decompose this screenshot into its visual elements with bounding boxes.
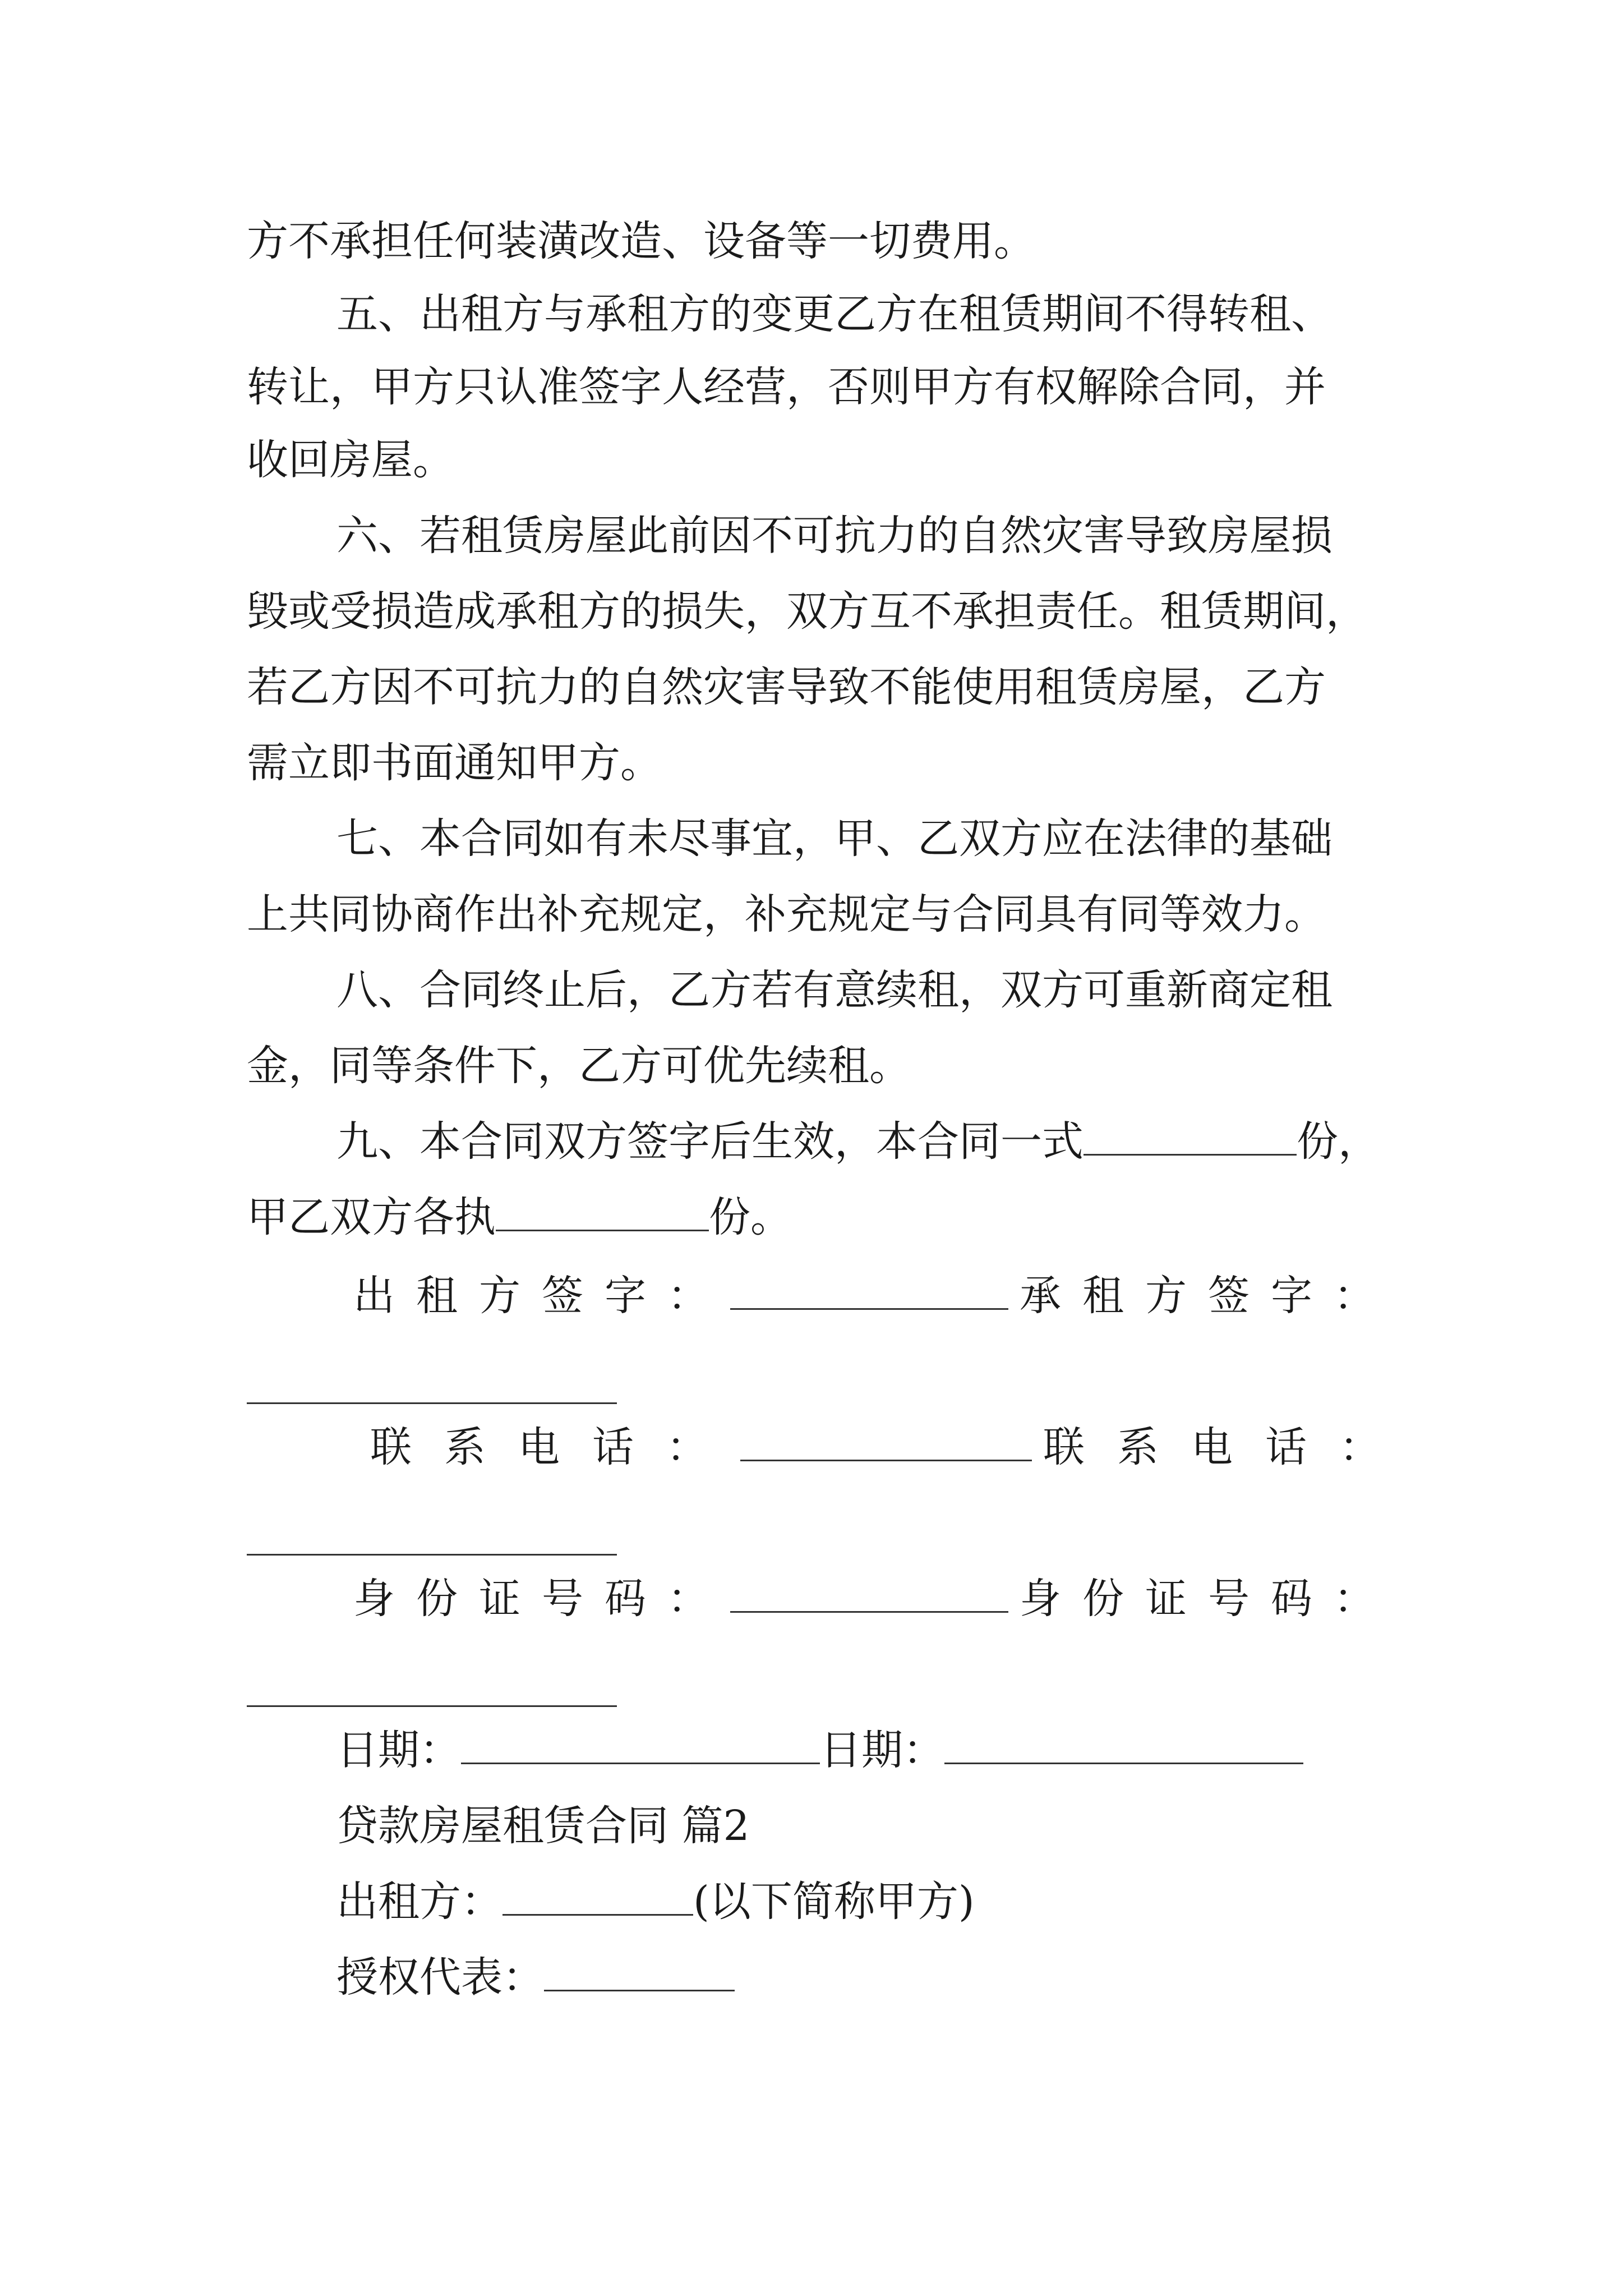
clause-8-heading-line: 八、合同终止后，乙方若有意续租，双方可重新商定租: [336, 966, 1332, 1014]
clause-9-suffix: 份，: [1297, 1117, 1380, 1166]
clause-9-heading-line: [336, 1114, 1380, 1170]
section-2-lessor-blank[interactable]: [502, 1874, 693, 1916]
section-2-agent-label: 授权代表：: [336, 1953, 544, 2001]
paragraph-line: [247, 1189, 792, 1245]
copies-each-suffix: 份。: [709, 1193, 792, 1241]
id-row: [353, 1571, 1396, 1627]
lessee-date-blank[interactable]: [944, 1722, 1303, 1764]
lessor-phone-blank[interactable]: [740, 1419, 1032, 1461]
paragraph-line: 金，同等条件下，乙方可优先续租。: [247, 1042, 911, 1090]
lessee-id-blank[interactable]: [247, 1705, 617, 1707]
lessor-sign-blank[interactable]: [730, 1268, 1008, 1310]
lessor-date-label: 日期：: [336, 1726, 461, 1774]
lessee-sign-label: 承租方签字：: [1020, 1272, 1396, 1320]
lessor-id-blank[interactable]: [730, 1571, 1008, 1613]
lessee-phone-blank[interactable]: [247, 1554, 617, 1556]
copies-each-text: 甲乙双方各执: [247, 1193, 496, 1241]
lessee-date-label: 日期：: [820, 1726, 944, 1774]
signature-row: [353, 1268, 1396, 1324]
lessor-date-blank[interactable]: [461, 1722, 820, 1764]
section-2-lessor-label: 出租方：: [336, 1878, 502, 1926]
lessee-phone-label: 联系电话：: [1043, 1423, 1413, 1471]
lessee-id-label: 身份证号码：: [1020, 1575, 1396, 1623]
lessor-phone-label: 联系电话：: [370, 1423, 740, 1471]
paragraph-line: 毁或受损造成承租方的损失，双方互不承担责任。租赁期间，: [247, 587, 1367, 636]
section-2-agent-blank[interactable]: [544, 1949, 735, 1991]
paragraph-line: 需立即书面通知甲方。: [247, 739, 662, 787]
copies-each-blank[interactable]: [496, 1189, 709, 1231]
paragraph-line: 转让，甲方只认准签字人经营，否则甲方有权解除合同，并: [247, 363, 1326, 411]
date-row: [336, 1722, 1303, 1778]
copies-total-blank[interactable]: [1083, 1114, 1297, 1156]
lessor-id-label: 身份证号码：: [353, 1575, 730, 1623]
section-2-agent-line: [336, 1949, 735, 2005]
clause-7-heading-line: 七、本合同如有未尽事宜，甲、乙双方应在法律的基础: [336, 815, 1332, 863]
section-2-lessor-suffix: (以下简称甲方): [693, 1878, 975, 1926]
paragraph-line: 若乙方因不可抗力的自然灾害导致不能使用租赁房屋，乙方: [247, 663, 1326, 711]
lessee-sign-blank[interactable]: [247, 1402, 617, 1404]
section-2-lessor-line: [336, 1874, 975, 1930]
clause-9-text: 九、本合同双方签字后生效，本合同一式: [336, 1117, 1083, 1166]
paragraph-line: 上共同协商作出补充规定，补充规定与合同具有同等效力。: [247, 890, 1326, 938]
section-2-title: 贷款房屋租赁合同 篇2: [336, 1802, 750, 1850]
paragraph-line: 方不承担任何装潢改造、设备等一切费用。: [247, 217, 1035, 265]
paragraph-line: 收回房屋。: [247, 436, 454, 484]
clause-6-heading-line: 六、若租赁房屋此前因不可抗力的自然灾害导致房屋损: [336, 512, 1332, 560]
lessor-sign-label: 出租方签字：: [353, 1272, 730, 1320]
phone-row: [370, 1419, 1413, 1475]
clause-5-heading-line: 五、出租方与承租方的变更乙方在租赁期间不得转租、: [336, 290, 1332, 338]
